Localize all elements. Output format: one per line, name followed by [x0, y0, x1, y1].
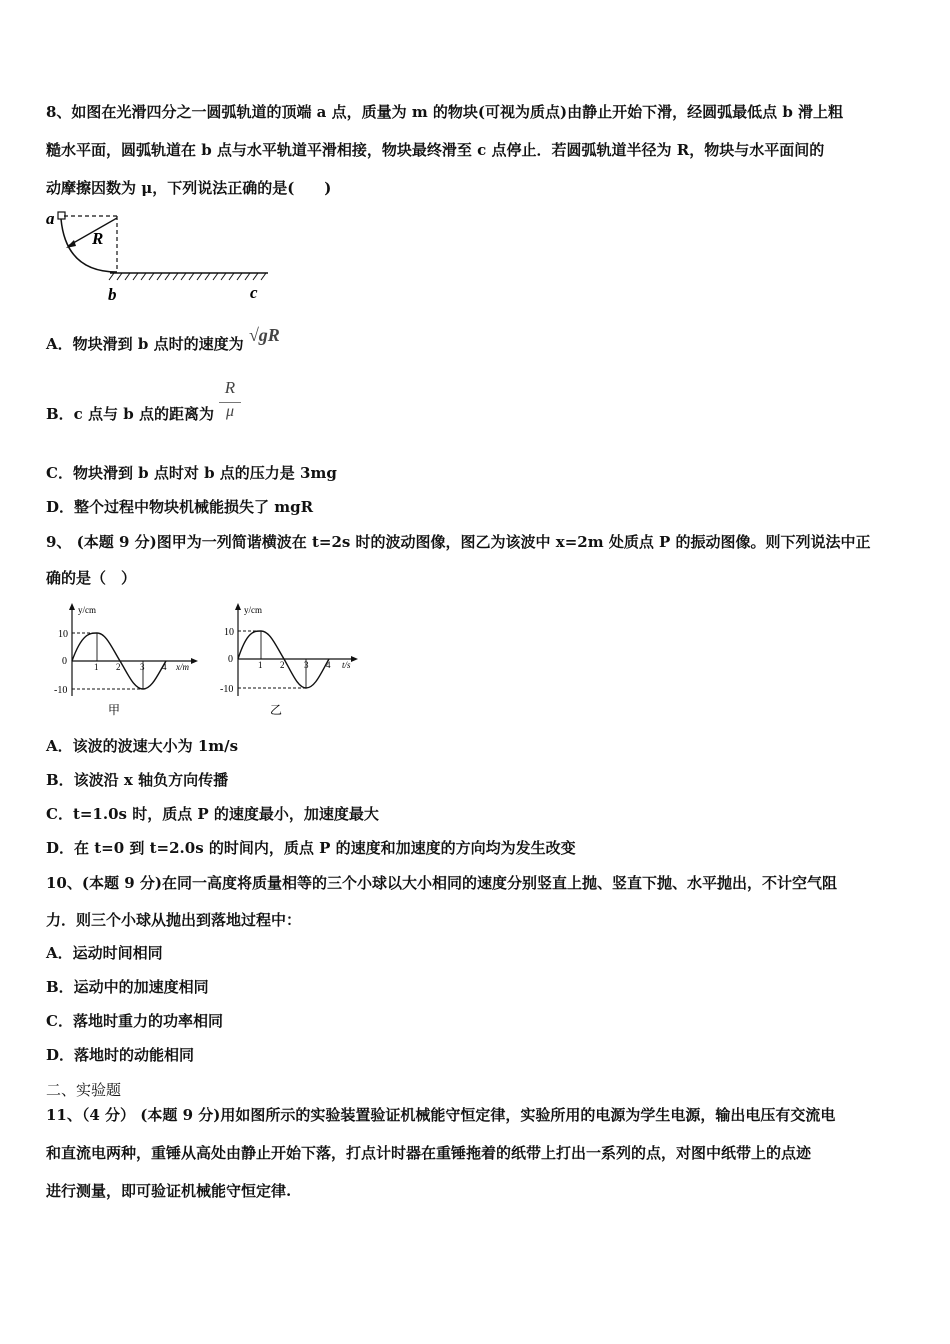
q11-line-3: 进行测量，即可验证机械能守恒定律. [46, 1182, 292, 1200]
label-R: R [92, 229, 104, 248]
q9-option-d[interactable]: D．在 t=0 到 t=2.0s 的时间内，质点 P 的速度和加速度的方向均为发生改变 [46, 839, 576, 857]
q8-line-3: 动摩擦因数为 μ，下列说法正确的是( ) [46, 179, 332, 197]
q10-option-a[interactable]: A．运动时间相同 [46, 944, 163, 962]
graph-jia-tick-2: 2 [116, 662, 121, 672]
graph-yi-ytop: 10 [224, 627, 234, 638]
q9-option-a[interactable]: A．该波的波速大小为 1m/s [46, 737, 239, 755]
q8-option-d[interactable]: D．整个过程中物块机械能损失了 mgR [46, 498, 314, 516]
graph-yi-tick-2: 2 [280, 660, 285, 670]
graph-jia-caption: 甲 [108, 703, 121, 717]
q8-option-a[interactable] [46, 325, 280, 354]
q8-track-diagram [44, 206, 274, 306]
graph-yi-xlabel: t/s [342, 660, 351, 670]
graph-jia-tick-1: 1 [94, 662, 99, 672]
q8-option-a-text: A．物块滑到 b 点时的速度为 [46, 335, 244, 353]
graph-yi-tick-3: 3 [304, 660, 309, 670]
q8-line-2: 糙水平面，圆弧轨道在 b 点与水平轨道平滑相接，物块最终滑至 c 点停止．若圆弧轨道半径为 R，物块与水平面间的 [46, 141, 825, 159]
graph-yi-ylabel: y/cm [244, 605, 262, 615]
graph-jia-xlabel: x/m [176, 662, 189, 672]
q8-option-b-fraction [219, 378, 241, 421]
q8-option-a-math: √gR [248, 325, 280, 345]
graph-yi-tick-4: 4 [326, 660, 331, 670]
label-b: b [108, 285, 117, 304]
label-a: a [46, 209, 55, 228]
q8-option-b[interactable] [46, 404, 214, 424]
section-title-experiment: 二、实验题 [46, 1081, 122, 1099]
wave-graph-jia [46, 600, 206, 720]
fraction-denominator: μ [225, 403, 235, 420]
q8-line-1: 8、如图在光滑四分之一圆弧轨道的顶端 a 点，质量为 m 的物块(可视为质点)由静止开始下滑，经圆弧最低点 b 滑上粗 [46, 103, 844, 121]
q9-line-1: 9、 (本题 9 分)图甲为一列简谐横波在 t=2s 时的波动图像，图乙为该波中 x=2m 处质点 P 的振动图像。则下列说法中正 [46, 533, 871, 551]
label-c: c [250, 283, 258, 302]
fraction-numerator: R [224, 378, 236, 397]
q10-option-b[interactable]: B．运动中的加速度相同 [46, 978, 209, 996]
q9-option-b[interactable]: B．该波沿 x 轴负方向传播 [46, 771, 229, 789]
graph-jia-ybottom: -10 [54, 685, 68, 696]
q11-line-2: 和直流电两种，重锤从高处由静止开始下落，打点计时器在重锤拖着的纸带上打出一系列的点，对图中纸带上的点迹 [46, 1144, 812, 1162]
graph-jia-yzero: 0 [62, 656, 67, 667]
graph-jia-ylabel: y/cm [78, 605, 96, 615]
q10-option-c[interactable]: C．落地时重力的功率相同 [46, 1012, 223, 1030]
graph-yi-tick-1: 1 [258, 660, 263, 670]
q9-option-c[interactable]: C．t=1.0s 时，质点 P 的速度最小，加速度最大 [46, 805, 379, 823]
q8-option-b-text: B．c 点与 b 点的距离为 [46, 405, 214, 423]
q8-option-c[interactable]: C．物块滑到 b 点时对 b 点的压力是 3mg [46, 464, 337, 482]
vibration-graph-yi [212, 600, 372, 720]
block-icon [58, 212, 65, 219]
graph-jia-tick-4: 4 [162, 662, 167, 672]
graph-jia-tick-3: 3 [140, 662, 145, 672]
q10-option-d[interactable]: D．落地时的动能相同 [46, 1046, 195, 1064]
graph-yi-ybottom: -10 [220, 684, 234, 695]
q9-line-2: 确的是（ ） [46, 569, 137, 587]
q10-line-1: 10、(本题 9 分)在同一高度将质量相等的三个小球以大小相同的速度分别竖直上抛、竖直下抛、水平抛出，不计空气阻 [46, 874, 837, 892]
q11-line-1: 11、（4 分） (本题 9 分)用如图所示的实验装置验证机械能守恒定律，实验所用的电源为学生电源，输出电压有交流电 [46, 1106, 836, 1124]
graph-jia-ytop: 10 [58, 629, 68, 640]
graph-yi-yzero: 0 [228, 654, 233, 665]
graph-yi-caption: 乙 [270, 703, 283, 717]
q10-line-2: 力．则三个小球从抛出到落地过程中： [46, 911, 302, 929]
